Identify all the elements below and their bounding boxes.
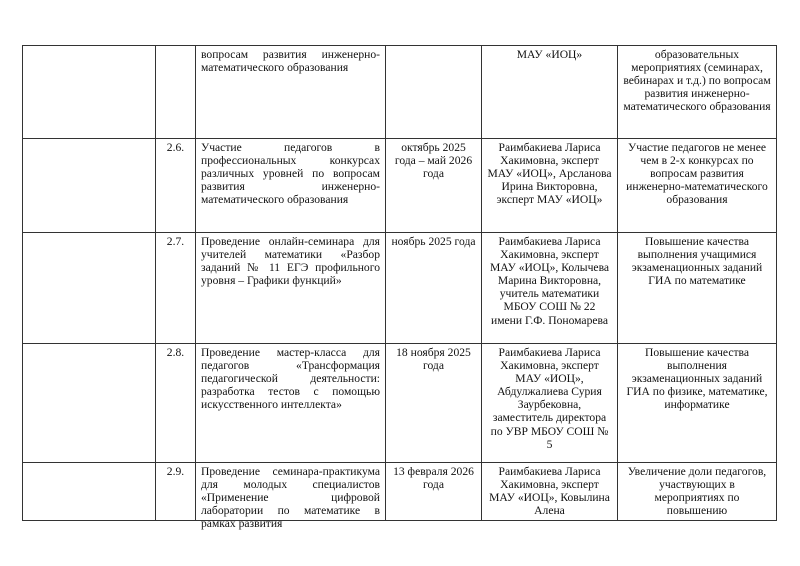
result-cell [618,46,777,139]
activity-cell-text: Проведение семинара-практикума для молодых специалистов «Применение цифровой лаборатории по математике в рамках развития [201,465,380,531]
activity-cell [196,233,386,344]
plan-table [22,45,777,531]
empty-cell [23,463,156,521]
row-number [156,344,196,463]
date-cell-text: октябрь 2025 года – май 2026 года [394,141,473,181]
responsible-cell [482,139,618,233]
activity-cell-text: вопросам развития инженерно-математического образования [201,48,380,75]
date-cell [386,46,482,139]
row-number-text: 2.9. [166,465,185,478]
table-row [23,139,777,233]
result-cell [618,463,777,521]
activity-cell-text: Проведение мастер-класса для педагогов «Трансформация педагогической деятельности: разработка тестов с помощью искусственного интеллекта» [201,346,380,412]
result-cell-text: образовательных мероприятиях (семинарах, вебинарах и т.д.) по вопросам развития инженерно-математического образования [623,48,771,114]
table-row [23,233,777,344]
row-number-text: 2.7. [166,235,185,248]
empty-cell [23,139,156,233]
responsible-cell-text: Раимбакиева Лариса Хакимовна, эксперт МАУ «ИОЦ», Арсланова Ирина Викторовна, эксперт МАУ «ИОЦ» [487,141,612,207]
result-cell [618,344,777,463]
activity-cell [196,463,386,531]
date-cell [386,344,482,463]
date-cell-text: ноябрь 2025 года [391,235,476,248]
date-cell-text: 18 ноября 2025 года [396,346,471,373]
row-number [156,46,196,139]
table-row [23,344,777,463]
table-row [23,463,777,521]
result-cell-text: Повышение качества выполнения экзаменационных заданий ГИА по физике, математике, информатике [626,346,768,412]
date-cell-text: 13 февраля 2026 года [393,465,474,492]
result-cell-text: Повышение качества выполнения учащимися экзаменационных заданий ГИА по математике [631,235,763,288]
responsible-cell [482,344,618,463]
date-cell [386,463,482,521]
result-cell [618,233,777,344]
empty-cell [23,46,156,139]
empty-cell [23,233,156,344]
activity-cell [196,344,386,463]
responsible-cell [482,233,618,344]
responsible-cell-text: МАУ «ИОЦ» [516,48,583,61]
activity-cell-text: Проведение онлайн-семинара для учителей математики «Разбор заданий № 11 ЕГЭ профильного уровня – Графики функций» [201,235,380,288]
responsible-cell-text: Раимбакиева Лариса Хакимовна, эксперт МАУ «ИОЦ», Абдулжалиева Сурия Заурбековна, заместитель директора по УВР МБОУ СОШ № 5 [490,346,609,451]
result-cell [618,139,777,233]
activity-cell-text: Участие педагогов в профессиональных конкурсах различных уровней по вопросам развития инженерно-математического образования [201,141,380,207]
responsible-cell-text: Раимбакиева Лариса Хакимовна, эксперт МАУ «ИОЦ», Ковылина Алена [489,465,610,518]
row-number [156,139,196,233]
row-number [156,233,196,344]
activity-cell [196,46,386,139]
activity-cell [196,139,386,233]
row-number-text: 2.6. [166,141,185,154]
responsible-cell [482,46,618,139]
row-number-text: 2.8. [166,346,185,359]
table-row [23,46,777,139]
row-number [156,463,196,521]
result-cell-text: Участие педагогов не менее чем в 2-х конкурсах по вопросам развития инженерно-математического образования [626,141,768,207]
date-cell [386,139,482,233]
empty-cell [23,344,156,463]
responsible-cell-text: Раимбакиева Лариса Хакимовна, эксперт МАУ «ИОЦ», Колычева Марина Викторовна, учитель математики МБОУ СОШ № 22 имени Г.Ф. Пономарева [489,235,610,327]
date-cell [386,233,482,344]
responsible-cell [482,463,618,521]
result-cell-text: Увеличение доли педагогов, участвующих в мероприятиях по повышению [627,465,767,518]
